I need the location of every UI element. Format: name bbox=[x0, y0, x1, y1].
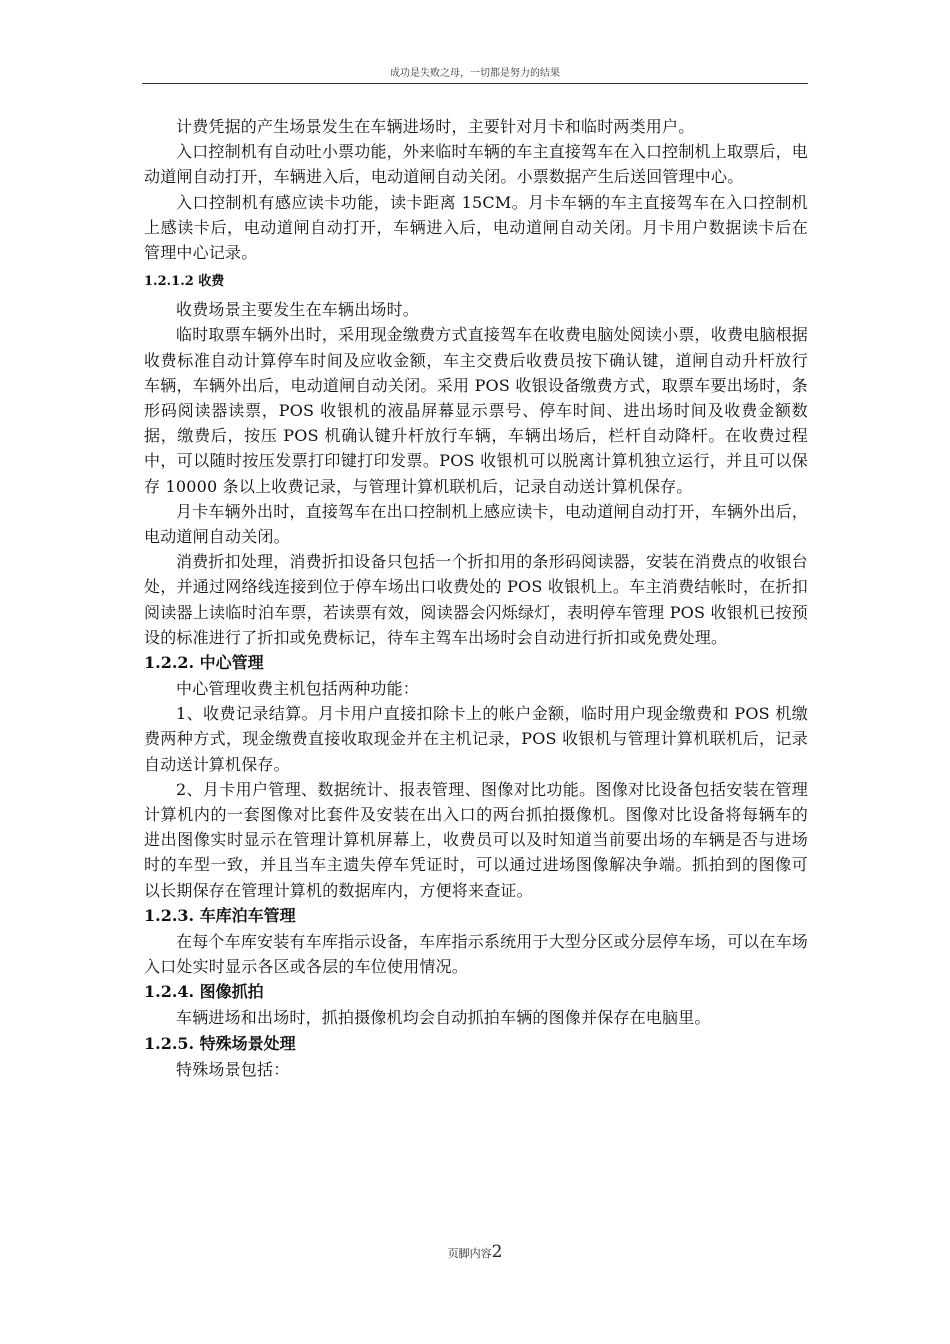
section-heading-1-2-5: 1.2.5. 特殊场景处理 bbox=[144, 1033, 296, 1053]
page-footer bbox=[0, 1242, 950, 1264]
header-divider bbox=[142, 83, 808, 84]
paragraph: 中心管理收费主机包括两种功能： bbox=[176, 679, 420, 699]
paragraph: 计费凭据的产生场景发生在车辆进场时，主要针对月卡和临时两类用户。 bbox=[176, 117, 695, 136]
paragraph: 消费折扣处理，消费折扣设备只包括一个折扣用的条形码阅读器，安装在消费点的收银台处，并通过网络线连接到位于停车场出口收费处的 POS 收银机上。车主消费结帐时，在折扣阅读器上读临时泊车票，若读票有效，阅读器会闪烁绿灯，表明停车管理 POS 收银机已按预设的标准进行了折扣或免费标记，待车主驾车出场时会自动进行折扣或免费处理。 bbox=[144, 552, 808, 647]
paragraph: 1、收费记录结算。月卡用户直接扣除卡上的帐户金额，临时用户现金缴费和 POS 机缴费两种方式，现金缴费直接收取现金并在主机记录，POS 收银机与管理计算机联机后，记录自动送计算机保存。 bbox=[144, 704, 808, 774]
paragraph: 2、月卡用户管理、数据统计、报表管理、图像对比功能。图像对比设备包括安装在管理计算机内的一套图像对比套件及安装在出入口的两台抓拍摄像机。图像对比设备将每辆车的进出图像实时显示在管理计算机屏幕上，收费员可以及时知道当前要出场的车辆是否与进场时的车型一致，并且当车主遗失停车凭证时，可以通过进场图像解决争端。抓拍到的图像可以长期保存在管理计算机的数据库内，方便将来查证。 bbox=[144, 779, 808, 900]
footer-label: 页脚内容 bbox=[447, 1247, 492, 1260]
paragraph: 在每个车库安装有车库指示设备，车库指示系统用于大型分区或分层停车场，可以在车场入口处实时显示各区或各层的车位使用情况。 bbox=[144, 931, 808, 977]
document-body bbox=[144, 114, 808, 1082]
section-heading-1-2-3: 1.2.3. 车库泊车管理 bbox=[144, 905, 296, 925]
paragraph: 入口控制机有自动吐小票功能，外来临时车辆的车主直接驾车在入口控制机上取票后，电动道闸自动打开，车辆进入后，电动道闸自动关闭。小票数据产生后送回管理中心。 bbox=[144, 142, 808, 187]
paragraph: 月卡车辆外出时，直接驾车在出口控制机上感应读卡，电动道闸自动打开，车辆外出后，电动道闸自动关闭。 bbox=[144, 501, 808, 547]
paragraph: 收费场景主要发生在车辆出场时。 bbox=[176, 300, 420, 320]
section-heading-1-2-4: 1.2.4. 图像抓拍 bbox=[144, 982, 264, 1002]
paragraph: 临时取票车辆外出时，采用现金缴费方式直接驾车在收费电脑处阅读小票，收费电脑根据收费标准自动计算停车时间及应收金额，车主交费后收费员按下确认键，道闸自动升杆放行车辆，车辆外出后，电动道闸自动关闭。采用 POS 收银设备缴费方式，取票车要出场时，条形码阅读器读票，POS 收银机的液晶屏幕显示票号、停车时间、进出场时间及收费金额数据，缴费后，按压 POS 机确认键升杆放行车辆，车辆出场后，栏杆自动降杆。在收费过程中，可以随时按压发票打印键打印发票。POS 收银机可以脱离计算机独立运行，并且可以保存 10000 条以上收费记录，与管理计算机联机后，记录自动送计算机保存。 bbox=[144, 325, 808, 496]
paragraph: 特殊场景包括： bbox=[176, 1059, 290, 1079]
section-heading-1-2-1-2: 1.2.1.2 收费 bbox=[144, 274, 225, 290]
page-number: 2 bbox=[491, 1242, 503, 1262]
page-header: 成功是失败之母，一切都是努力的结果 bbox=[390, 68, 560, 79]
section-heading-1-2-2: 1.2.2. 中心管理 bbox=[144, 653, 264, 673]
paragraph: 入口控制机有感应读卡功能，读卡距离 15CM。月卡车辆的车主直接驾车在入口控制机上感读卡后，电动道闸自动打开，车辆进入后，电动道闸自动关闭。月卡用户数据读卡后在管理中心记录。 bbox=[144, 192, 808, 263]
paragraph: 车辆进场和出场时，抓拍摄像机均会自动抓拍车辆的图像并保存在电脑里。 bbox=[176, 1008, 711, 1028]
